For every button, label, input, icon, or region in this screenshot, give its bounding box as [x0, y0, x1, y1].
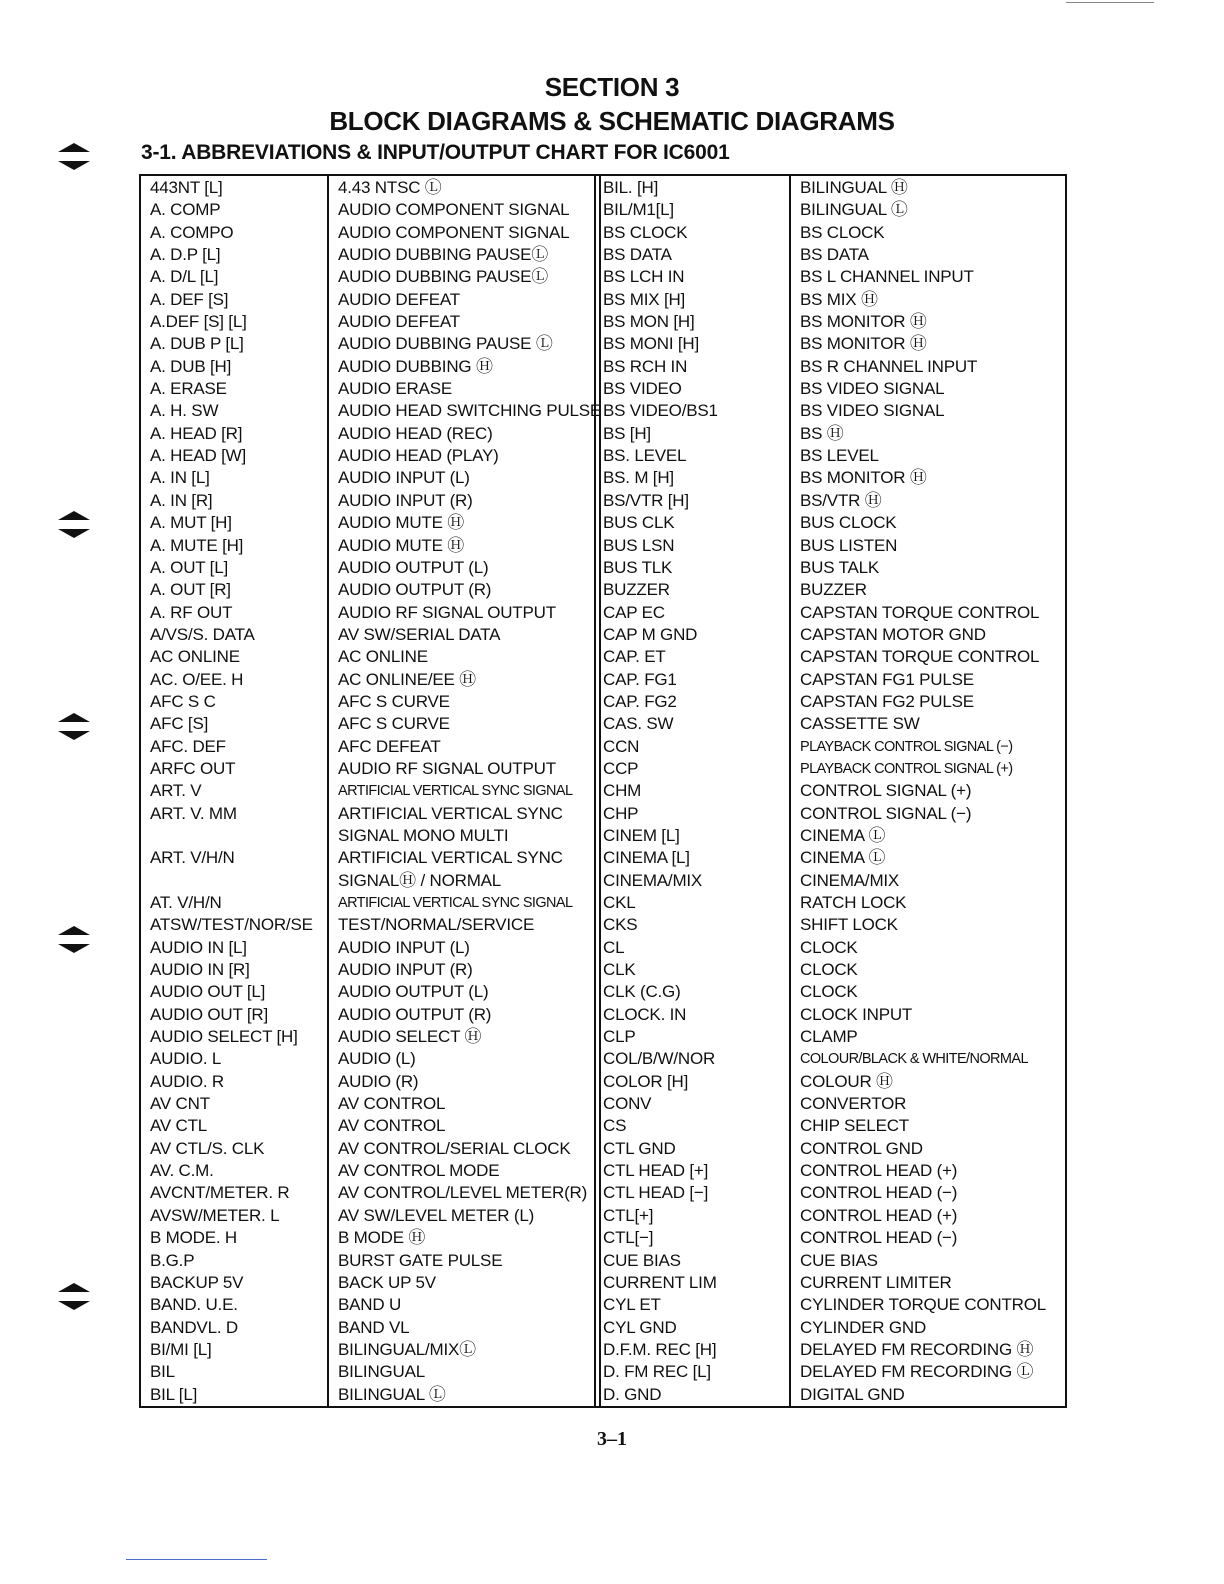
- table-cell: BS MONITOR Ⓗ: [800, 468, 927, 488]
- table-cell: CONTROL HEAD (−): [800, 1228, 958, 1248]
- table-cell: DELAYED FM RECORDING Ⓗ: [800, 1339, 1034, 1359]
- table-cell: CCN: [603, 736, 640, 756]
- table-cell: BURST GATE PULSE: [338, 1250, 503, 1270]
- table-cell: AV. C.M.: [150, 1161, 214, 1181]
- table-cell: AUDIO INPUT (R): [338, 960, 473, 980]
- table-cell: AUDIO DEFEAT: [338, 289, 460, 309]
- table-cell: AUDIO SELECT [H]: [150, 1027, 298, 1047]
- table-cell: AUDIO INPUT (L): [338, 468, 470, 488]
- table-cell: CAPSTAN TORQUE CONTROL: [800, 647, 1040, 667]
- meaning-column-right: [789, 176, 1065, 1406]
- top-edge-rule: [1066, 2, 1154, 3]
- table-cell: A. H. SW: [150, 401, 219, 421]
- table-cell: BILINGUAL Ⓛ: [800, 200, 908, 220]
- table-cell: CAP. FG2: [603, 691, 677, 711]
- table-cell: CL: [603, 937, 625, 957]
- table-cell: COL/B/W/NOR: [603, 1049, 716, 1069]
- table-cell: B.G.P: [150, 1250, 195, 1270]
- table-cell: A. DUB [H]: [150, 356, 232, 376]
- table-cell: RATCH LOCK: [800, 893, 907, 912]
- table-cell: CKL: [603, 893, 636, 912]
- table-cell: BS MIX [H]: [603, 289, 686, 309]
- table-cell: BS/VTR Ⓗ: [800, 490, 882, 510]
- table-cell: AUDIO OUTPUT (R): [338, 1004, 492, 1024]
- table-cell: CINEMA [L]: [603, 848, 690, 868]
- table-cell: AUDIO MUTE Ⓗ: [338, 513, 465, 533]
- table-cell: ATSW/TEST/NOR/SE: [150, 915, 313, 935]
- table-cell: AV CNT: [150, 1094, 210, 1114]
- table-cell: AUDIO HEAD SWITCHING PULSE: [338, 401, 602, 421]
- table-cell: BS MONITOR Ⓗ: [800, 334, 927, 354]
- table-cell: CYLINDER GND: [800, 1317, 927, 1337]
- table-cell: AV CONTROL: [338, 1094, 446, 1114]
- table-cell: BUS TALK: [800, 557, 880, 577]
- table-cell: BS VIDEO: [603, 379, 682, 399]
- table-cell: CTL HEAD [−]: [603, 1183, 709, 1203]
- table-cell: CLOCK INPUT: [800, 1004, 913, 1024]
- table-cell: A. MUT [H]: [150, 513, 232, 533]
- table-cell: CAPSTAN FG1 PULSE: [800, 669, 974, 689]
- table-cell: AUDIO HEAD (REC): [338, 423, 493, 443]
- table-cell: BS. M [H]: [603, 468, 674, 488]
- table-cell: AV CTL: [150, 1116, 208, 1136]
- table-cell: SHIFT LOCK: [800, 915, 898, 935]
- table-cell: CTL[−]: [603, 1228, 654, 1248]
- table-cell: AV CTL/S. CLK: [150, 1138, 265, 1158]
- table-cell: AFC S CURVE: [338, 714, 450, 734]
- table-cell: AC ONLINE: [150, 647, 240, 667]
- table-cell: AUDIO DUBBING PAUSEⓁ: [338, 267, 549, 287]
- table-cell: CONTROL HEAD (+): [800, 1205, 958, 1225]
- table-cell: A. COMP: [150, 200, 221, 220]
- table-cell: CYL ET: [603, 1295, 661, 1315]
- table-cell: BUS LSN: [603, 535, 675, 555]
- table-cell: 443NT [L]: [150, 178, 223, 197]
- table-cell: AC. O/EE. H: [150, 669, 244, 689]
- table-cell: A. DEF [S]: [150, 289, 229, 309]
- table-cell: AUDIO OUT [R]: [150, 1004, 268, 1024]
- table-cell: AT. V/H/N: [150, 893, 222, 912]
- table-cell: A. COMPO: [150, 222, 234, 242]
- table-cell: ARTIFICIAL VERTICAL SYNC SIGNAL: [338, 895, 573, 911]
- table-cell: A. HEAD [R]: [150, 423, 243, 443]
- table-cell: CYL GND: [603, 1317, 677, 1337]
- table-cell: AFC [S]: [150, 714, 209, 734]
- table-cell: AUDIO (L): [338, 1049, 416, 1069]
- table-cell: CTL GND: [603, 1138, 676, 1158]
- table-cell: A. ERASE: [150, 379, 227, 399]
- table-cell: AV CONTROL/SERIAL CLOCK: [338, 1138, 571, 1158]
- table-cell: CLOCK: [800, 960, 858, 980]
- table-cell: AUDIO RF SIGNAL OUTPUT: [338, 758, 556, 778]
- table-cell: CURRENT LIMITER: [800, 1272, 952, 1292]
- table-cell: D. FM REC [L]: [603, 1362, 711, 1382]
- table-cell: [141, 870, 327, 892]
- table-cell: A/VS/S. DATA: [150, 624, 255, 644]
- table-cell: CKS: [603, 915, 638, 935]
- table-cell: AUDIO. R: [150, 1071, 224, 1091]
- table-cell: AFC S CURVE: [338, 691, 450, 711]
- table-cell: BS R CHANNEL INPUT: [800, 356, 978, 376]
- table-cell: CAP M GND: [603, 624, 698, 644]
- table-cell: AFC. DEF: [150, 736, 226, 756]
- table-cell: SIGNALⒽ / NORMAL: [338, 870, 502, 890]
- table-cell: AC ONLINE/EE Ⓗ: [338, 669, 476, 689]
- table-cell: A. IN [L]: [150, 468, 210, 488]
- table-cell: BILINGUAL: [338, 1362, 426, 1382]
- table-cell: [141, 825, 327, 847]
- table-cell: BANDVL. D: [150, 1317, 238, 1337]
- table-cell: BILINGUAL Ⓛ: [338, 1384, 446, 1404]
- table-cell: AUDIO RF SIGNAL OUTPUT: [338, 602, 556, 622]
- table-cell: DIGITAL GND: [800, 1384, 905, 1404]
- table-cell: AV CONTROL: [338, 1116, 446, 1136]
- table-cell: BS MIX Ⓗ: [800, 289, 878, 309]
- table-cell: AUDIO DUBBING PAUSEⓁ: [338, 245, 549, 265]
- table-cell: BS MONITOR Ⓗ: [800, 312, 927, 332]
- table-cell: CINEMA/MIX: [800, 870, 900, 890]
- table-cell: AUDIO MUTE Ⓗ: [338, 535, 465, 555]
- table-cell: CINEMA Ⓛ: [800, 848, 886, 868]
- table-cell: AV CONTROL MODE: [338, 1161, 500, 1181]
- table-cell: CINEMA/MIX: [603, 870, 703, 890]
- table-cell: AUDIO IN [R]: [150, 960, 250, 980]
- table-cell: BUZZER: [603, 580, 670, 600]
- table-cell: BIL/M1[L]: [603, 200, 674, 220]
- table-cell: CONVERTOR: [800, 1094, 907, 1114]
- abbreviation-column-left: [141, 176, 327, 1406]
- table-cell: CONTROL GND: [800, 1138, 923, 1158]
- table-subheading: 3-1. ABBREVIATIONS & INPUT/OUTPUT CHART FOR IC6001: [141, 141, 730, 164]
- table-cell: BS CLOCK: [800, 222, 885, 242]
- table-cell: BS. LEVEL: [603, 446, 687, 466]
- table-cell: BS LCH IN: [603, 267, 685, 287]
- table-cell: BILINGUAL/MIXⓁ: [338, 1339, 476, 1359]
- table-cell: SIGNAL MONO MULTI: [338, 825, 509, 845]
- table-cell: DELAYED FM RECORDING Ⓛ: [800, 1362, 1034, 1382]
- table-cell: AVSW/METER. L: [150, 1205, 280, 1225]
- table-cell: B MODE. H: [150, 1228, 237, 1248]
- table-cell: AUDIO IN [L]: [150, 937, 247, 957]
- table-cell: ART. V. MM: [150, 803, 237, 823]
- table-cell: BUS LISTEN: [800, 535, 898, 555]
- table-cell: AUDIO HEAD (PLAY): [338, 446, 499, 466]
- table-cell: BACKUP 5V: [150, 1272, 244, 1292]
- binder-hole-mark: [56, 511, 92, 541]
- table-cell: BS RCH IN: [603, 356, 688, 376]
- table-cell: BILINGUAL Ⓗ: [800, 178, 908, 197]
- table-cell: AUDIO OUT [L]: [150, 982, 266, 1002]
- table-cell: CONTROL HEAD (+): [800, 1161, 958, 1181]
- table-cell: BS VIDEO SIGNAL: [800, 379, 945, 399]
- table-cell: CONTROL SIGNAL (−): [800, 803, 972, 823]
- table-cell: AUDIO OUTPUT (L): [338, 982, 489, 1002]
- table-cell: A. D/L [L]: [150, 267, 219, 287]
- table-cell: CHM: [603, 781, 642, 801]
- table-cell: A. OUT [L]: [150, 557, 228, 577]
- table-cell: CLOCK. IN: [603, 1004, 687, 1024]
- table-cell: CTL HEAD [+]: [603, 1161, 709, 1181]
- table-cell: COLOUR Ⓗ: [800, 1071, 893, 1091]
- table-cell: AUDIO DUBBING Ⓗ: [338, 356, 493, 376]
- table-cell: BS CLOCK: [603, 222, 688, 242]
- table-cell: CLK: [603, 960, 636, 980]
- table-cell: A. RF OUT: [150, 602, 233, 622]
- table-cell: AUDIO DEFEAT: [338, 312, 460, 332]
- table-cell: CS: [603, 1116, 627, 1136]
- table-cell: BS VIDEO SIGNAL: [800, 401, 945, 421]
- table-cell: AUDIO. L: [150, 1049, 222, 1069]
- table-cell: A. HEAD [W]: [150, 446, 247, 466]
- table-cell: BS Ⓗ: [800, 423, 844, 443]
- table-cell: CONTROL HEAD (−): [800, 1183, 958, 1203]
- table-cell: CAP. ET: [603, 647, 666, 667]
- table-cell: CLP: [603, 1027, 636, 1047]
- bottom-edge-rule: [126, 1559, 267, 1560]
- table-cell: AV CONTROL/LEVEL METER(R): [338, 1183, 588, 1203]
- table-cell: AUDIO SELECT Ⓗ: [338, 1027, 482, 1047]
- table-cell: ARFC OUT: [150, 758, 236, 778]
- table-cell: BAND VL: [338, 1317, 410, 1337]
- table-cell: BUZZER: [800, 580, 867, 600]
- table-cell: PLAYBACK CONTROL SIGNAL (+): [800, 760, 1013, 777]
- table-cell: ART. V/H/N: [150, 848, 235, 868]
- table-cell: BUS TLK: [603, 557, 673, 577]
- table-cell: CLK (C.G): [603, 982, 681, 1002]
- meaning-column-left: [327, 176, 602, 1406]
- table-cell: BS MON [H]: [603, 312, 695, 332]
- table-cell: CYLINDER TORQUE CONTROL: [800, 1295, 1047, 1315]
- table-cell: AUDIO DUBBING PAUSE Ⓛ: [338, 334, 553, 354]
- table-cell: BIL [L]: [150, 1384, 198, 1404]
- table-cell: CAPSTAN FG2 PULSE: [800, 691, 974, 711]
- table-cell: AUDIO OUTPUT (L): [338, 557, 489, 577]
- table-cell: CUE BIAS: [800, 1250, 878, 1270]
- table-cell: BS DATA: [800, 245, 869, 265]
- table-cell: BS MONI [H]: [603, 334, 700, 354]
- table-cell: A. IN [R]: [150, 490, 213, 510]
- table-cell: COLOUR/BLACK & WHITE/NORMAL: [800, 1051, 1028, 1068]
- table-cell: CAPSTAN MOTOR GND: [800, 624, 986, 644]
- table-cell: AFC S C: [150, 691, 216, 711]
- table-cell: CAP EC: [603, 602, 665, 622]
- abbreviation-column-right: [599, 176, 789, 1406]
- table-cell: A. D.P [L]: [150, 245, 221, 265]
- table-cell: A.DEF [S] [L]: [150, 312, 247, 332]
- table-cell: D. GND: [603, 1384, 662, 1404]
- table-cell: A. OUT [R]: [150, 580, 231, 600]
- table-cell: CHIP SELECT: [800, 1116, 909, 1136]
- table-cell: CONTROL SIGNAL (+): [800, 781, 972, 801]
- table-cell: BS/VTR [H]: [603, 490, 689, 510]
- table-cell: CASSETTE SW: [800, 714, 920, 734]
- table-cell: ART. V: [150, 781, 202, 801]
- table-cell: ARTIFICIAL VERTICAL SYNC: [338, 848, 563, 868]
- table-cell: BAND. U.E.: [150, 1295, 238, 1315]
- binder-hole-mark: [56, 926, 92, 956]
- table-cell: CLOCK: [800, 937, 858, 957]
- binder-hole-mark: [56, 713, 92, 743]
- table-cell: BS LEVEL: [800, 446, 879, 466]
- table-cell: PLAYBACK CONTROL SIGNAL (−): [800, 738, 1013, 755]
- table-cell: AV SW/SERIAL DATA: [338, 624, 501, 644]
- table-cell: CINEMA Ⓛ: [800, 825, 886, 845]
- binder-hole-mark: [56, 143, 92, 173]
- binder-hole-mark: [56, 1283, 92, 1313]
- table-cell: ARTIFICIAL VERTICAL SYNC: [338, 803, 563, 823]
- table-cell: CCP: [603, 758, 639, 778]
- table-cell: AVCNT/METER. R: [150, 1183, 290, 1203]
- table-cell: AUDIO COMPONENT SIGNAL: [338, 222, 570, 242]
- table-cell: BS DATA: [603, 245, 672, 265]
- table-cell: AUDIO INPUT (L): [338, 937, 470, 957]
- table-cell: AV SW/LEVEL METER (L): [338, 1205, 535, 1225]
- table-cell: TEST/NORMAL/SERVICE: [338, 915, 535, 935]
- table-cell: A. MUTE [H]: [150, 535, 244, 555]
- page-number: 3–1: [597, 1428, 627, 1450]
- table-cell: BIL. [H]: [603, 178, 659, 197]
- table-cell: AUDIO INPUT (R): [338, 490, 473, 510]
- table-cell: AUDIO ERASE: [338, 379, 452, 399]
- section-title: SECTION 3: [544, 72, 680, 102]
- table-cell: CURRENT LIM: [603, 1272, 717, 1292]
- table-cell: CLOCK: [800, 982, 858, 1002]
- table-cell: CONV: [603, 1094, 652, 1114]
- table-cell: CAP. FG1: [603, 669, 677, 689]
- table-cell: CINEM [L]: [603, 825, 680, 845]
- table-cell: BS [H]: [603, 423, 651, 443]
- table-cell: BI/MI [L]: [150, 1339, 212, 1359]
- table-cell: CAS. SW: [603, 714, 674, 734]
- table-cell: B MODE Ⓗ: [338, 1228, 426, 1248]
- table-cell: CTL[+]: [603, 1205, 654, 1225]
- table-cell: BUS CLK: [603, 513, 675, 533]
- table-cell: BAND U: [338, 1295, 402, 1315]
- table-cell: CLAMP: [800, 1027, 858, 1047]
- table-cell: COLOR [H]: [603, 1071, 689, 1091]
- table-cell: 4.43 NTSC Ⓛ: [338, 178, 442, 197]
- page-heading: BLOCK DIAGRAMS & SCHEMATIC DIAGRAMS: [329, 106, 895, 136]
- table-cell: A. DUB P [L]: [150, 334, 244, 354]
- table-cell: CAPSTAN TORQUE CONTROL: [800, 602, 1040, 622]
- table-cell: AC ONLINE: [338, 647, 428, 667]
- table-cell: AFC DEFEAT: [338, 736, 441, 756]
- table-cell: BS VIDEO/BS1: [603, 401, 718, 421]
- table-cell: D.F.M. REC [H]: [603, 1339, 717, 1359]
- table-cell: CUE BIAS: [603, 1250, 681, 1270]
- table-cell: AUDIO COMPONENT SIGNAL: [338, 200, 570, 220]
- table-cell: BACK UP 5V: [338, 1272, 436, 1292]
- table-cell: ARTIFICIAL VERTICAL SYNC SIGNAL: [338, 783, 573, 800]
- abbreviations-table: [139, 174, 1067, 1408]
- table-cell: AUDIO (R): [338, 1071, 419, 1091]
- table-cell: CHP: [603, 803, 639, 823]
- table-cell: BUS CLOCK: [800, 513, 897, 533]
- table-cell: BS L CHANNEL INPUT: [800, 267, 974, 287]
- table-cell: AUDIO OUTPUT (R): [338, 580, 492, 600]
- table-cell: BIL: [150, 1362, 175, 1382]
